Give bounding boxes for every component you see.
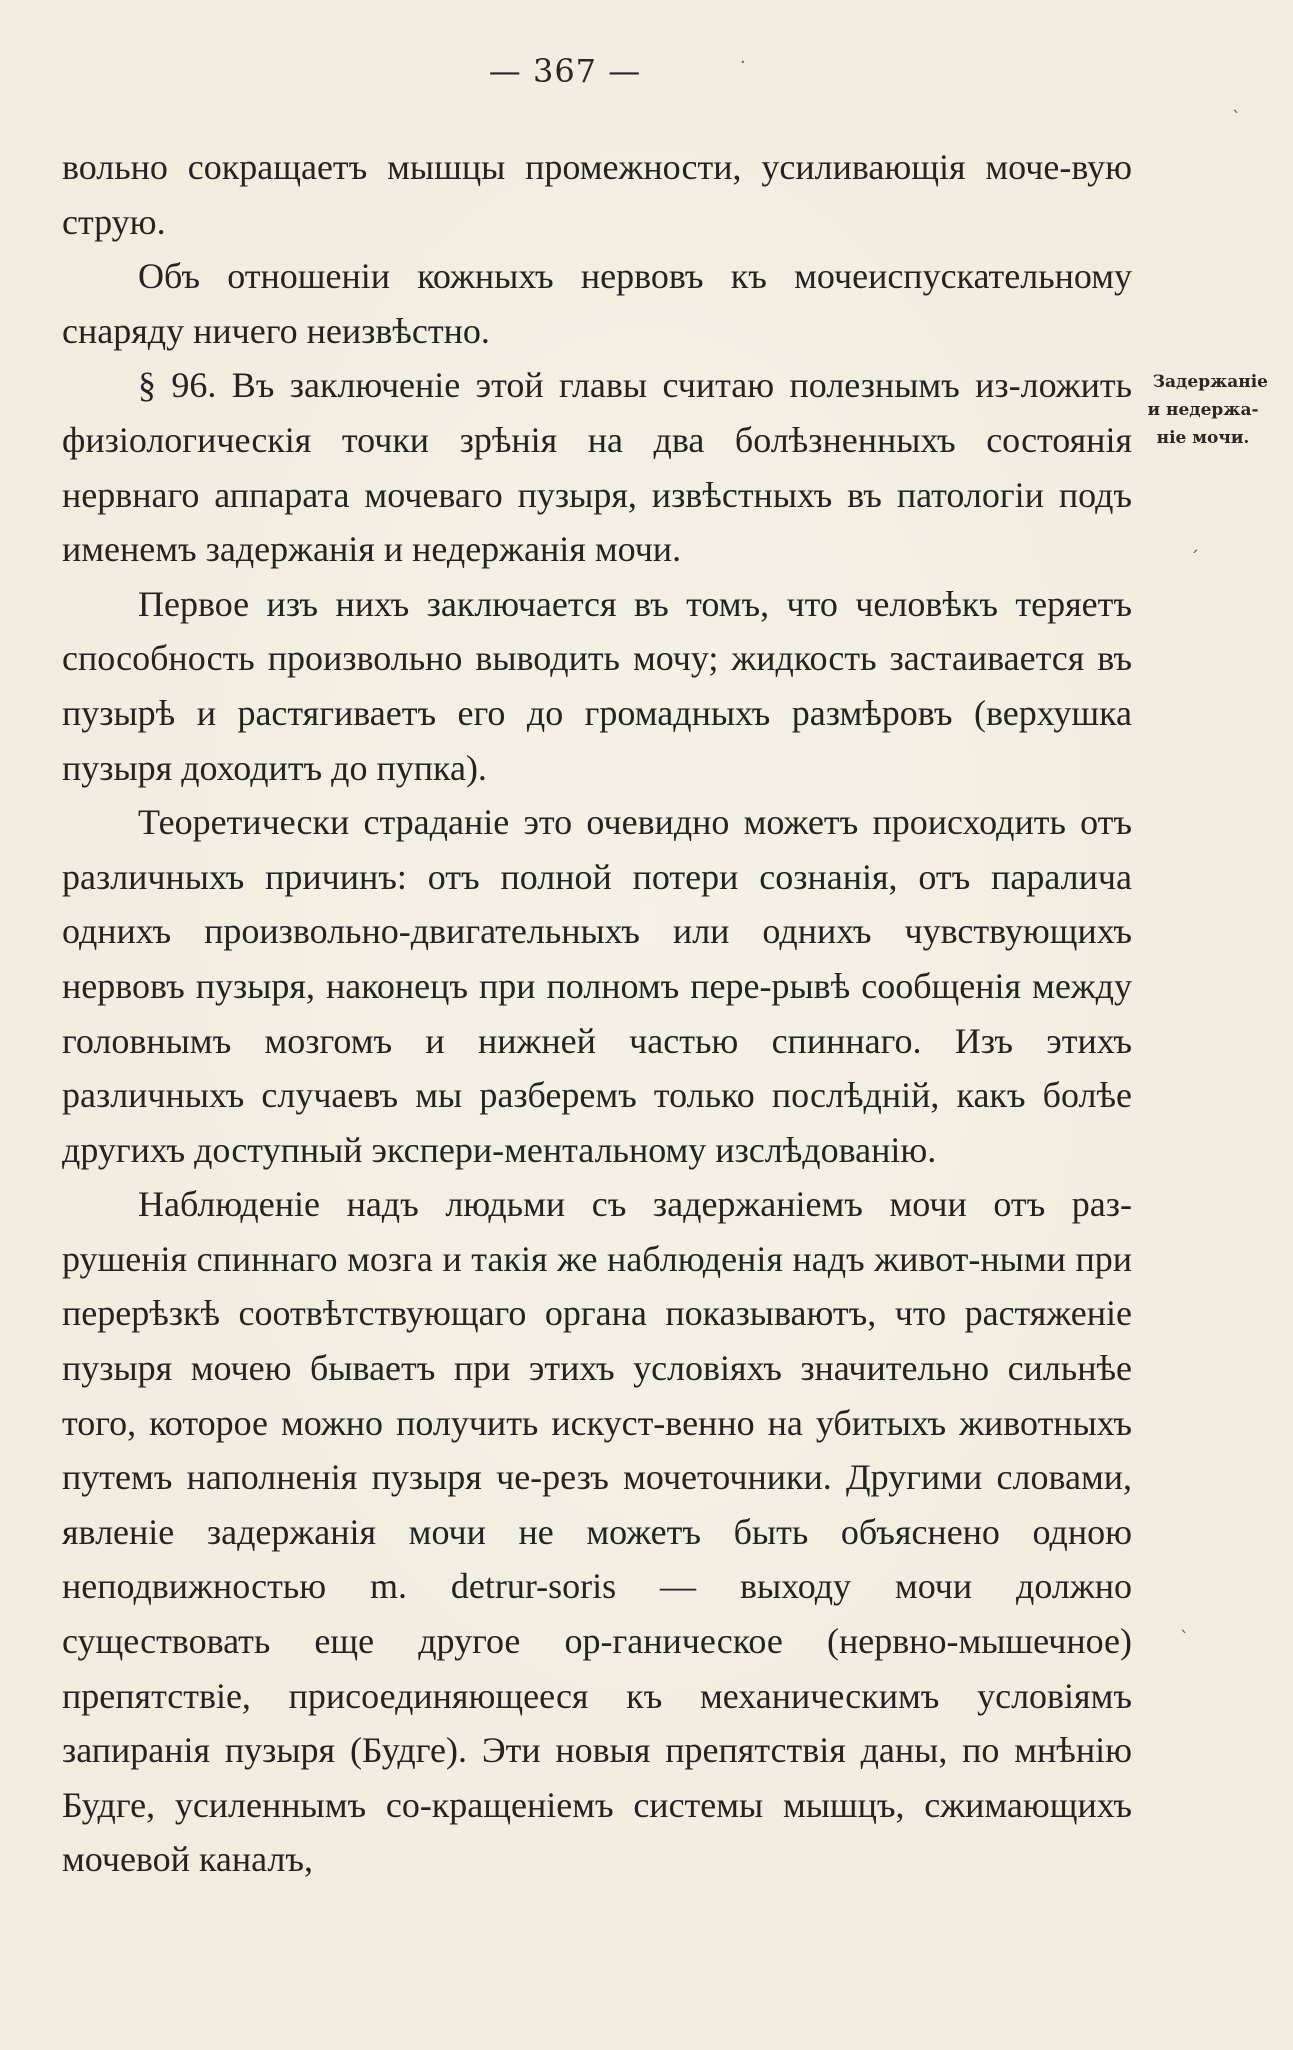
margin-note-line: ніе мочи. bbox=[1156, 428, 1250, 448]
page-number: — 367 — bbox=[488, 52, 642, 90]
paragraph: Наблюденіе надъ людьми съ задержаніемъ мочи отъ раз-рушенія спиннаго мозга и такія же наблюденія надъ живот-ными при перерѣзкѣ соотвѣтствующаго органа показываютъ, что растяженіе пузыря мочею бываетъ при этихъ условіяхъ значительно сильнѣе того, которое можно получить искуст-венно на убитыхъ животныхъ путемъ наполненія пузыря че-резъ мочеточники. Другими словами, явленіе задержанія мочи не можетъ быть объяснено одною неподвижностью m. detrur-soris — выходу мочи должно существовать еще другое ор-ганическое (нервно-мышечное) препятствіе, присоединяющееся къ механическимъ условіямъ запиранія пузыря (Будге). Эти новыя препятствія даны, по мнѣнію Будге, усиленнымъ со-кращеніемъ системы мышцъ, сжимающихъ мочевой каналъ, bbox=[62, 1184, 1132, 1880]
paper-speck: ˋ bbox=[1180, 1628, 1189, 1649]
body-text bbox=[62, 140, 1132, 1887]
paragraph: Объ отношеніи кожныхъ нервовъ къ мочеиспускательному снаряду ничего неизвѣстно. bbox=[62, 256, 1132, 351]
section-96-paragraph: § 96. Въ заключеніе этой главы считаю полезнымъ из-ложить физіологическія точки зрѣнія на два болѣзненныхъ состоянія нервнаго аппарата мочеваго пузыря, извѣстныхъ въ патологіи подъ именемъ задержанія и недержанія мочи. bbox=[62, 365, 1132, 570]
paper-speck: ˋ bbox=[1232, 108, 1241, 129]
margin-note-line: Задержаніе bbox=[1152, 372, 1268, 392]
margin-note-line: и недержа- bbox=[1147, 400, 1259, 420]
paragraph: Первое изъ нихъ заключается въ томъ, что человѣкъ теряетъ способность произвольно выводить мочу; жидкость застаивается въ пузырѣ и растягиваетъ его до громадныхъ размѣровъ (верхушка пузыря доходитъ до пупка). bbox=[62, 583, 1132, 788]
paragraph: Теоретически страданіе это очевидно можетъ происходить отъ различныхъ причинъ: отъ полной потери сознанія, отъ паралича однихъ произвольно-двигательныхъ или однихъ чувствующихъ нервовъ пузыря, наконецъ при полномъ пере-рывѣ сообщенія между головнымъ мозгомъ и нижней частью спиннаго. Изъ этихъ различныхъ случаевъ мы разберемъ только послѣдній, какъ болѣе другихъ доступный экспери-ментальному изслѣдованію. bbox=[62, 802, 1132, 1170]
paper-speck: ˊ bbox=[1190, 548, 1199, 569]
paragraph-continuation: вольно сокращаетъ мышцы промежности, усиливающія моче-вую струю. bbox=[62, 147, 1132, 242]
margin-note bbox=[1138, 368, 1268, 452]
paper-speck: · bbox=[740, 52, 746, 73]
